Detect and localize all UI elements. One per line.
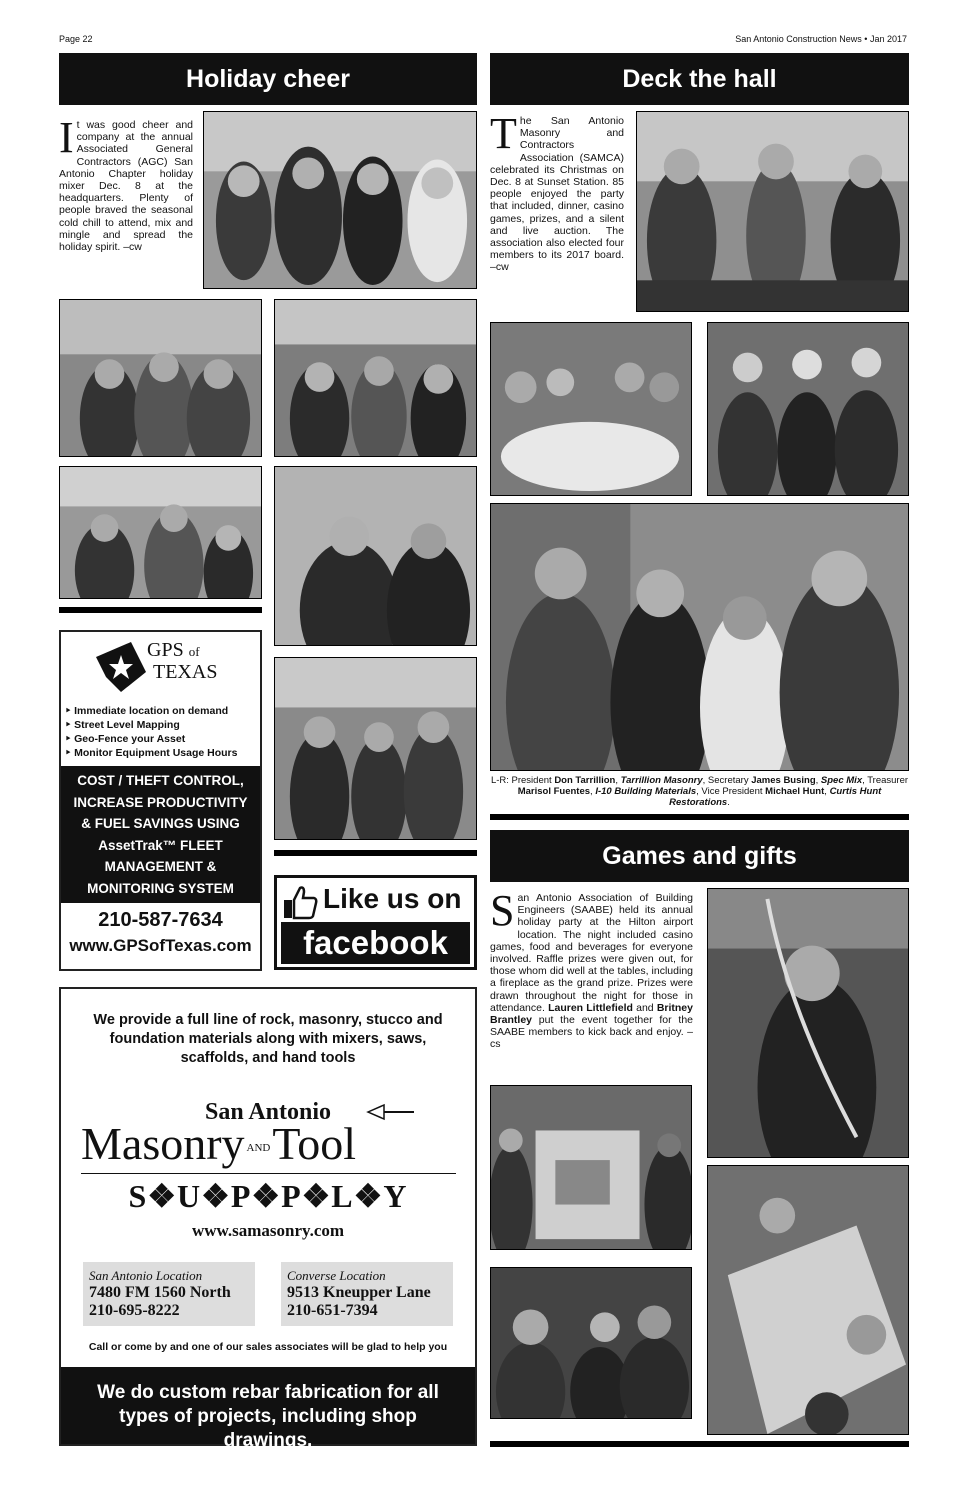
holiday-cheer-title: Holiday cheer [59, 53, 477, 105]
masonry-intro: We provide a full line of rock, masonry, stucco and foundation materials along with mixers, saws, scaffolds, and hand tools [93, 1012, 443, 1066]
gps-logo-line2: TEXAS [153, 661, 218, 683]
games-and-gifts-title: Games and gifts [490, 830, 909, 882]
deck-body: he San Antonio Masonry and Contractors Association (SAMCA) celebrated its Christmas on Dec. 8 at Sunset Station. 85 people enjoyed the party that included, dinner, casino games, prizes, and a silent and live auction. The association also elected four members to its 2017 board. –cw [490, 115, 624, 274]
gps-bullet: ‣ Immediate location on demand [65, 705, 229, 717]
games-photo-group [490, 1267, 692, 1419]
masonry-tool-supply-ad [59, 987, 477, 1451]
gps-phone: 210-587-7634 [98, 909, 223, 931]
location-title: Converse Location [287, 1268, 386, 1283]
trowel-icon [366, 1103, 416, 1121]
holiday-photo-6 [274, 657, 477, 840]
gps-website: www.GPSofTexas.com [69, 936, 252, 955]
gps-promo-line: MONITORING SYSTEM [87, 880, 234, 896]
location-title: San Antonio Location [89, 1268, 203, 1283]
masonry-logo-main: Masonry ANDTool [81, 1119, 456, 1174]
location-address: 7480 FM 1560 North [89, 1284, 231, 1301]
holiday-photo-group [203, 111, 477, 289]
fb-like-text: Like us on [323, 883, 462, 914]
left-divider-rule [59, 607, 262, 613]
holiday-article-text [59, 113, 193, 254]
games-article-text: San Antonio Association of Building Engineers (SAABE) held its annual holiday party at the Hilton airport location. The night included casino games, food and beverages for everyone involved. Raffle prizes were given out, for those whom did well at the tables, including a fireplace as the grand prize. Prizes were drawn throughout the night for those in attendance. Lauren Littlefield and Britney Brantley put the event together for the SAABE members to kick back and enjoy. –cs [490, 886, 693, 1051]
gps-bullet-list [61, 704, 260, 760]
holiday-photo-2 [59, 299, 262, 457]
gps-bullet: ‣ Monitor Equipment Usage Hours [65, 747, 238, 759]
deck-photo-officers [490, 503, 909, 771]
location-phone: 210-695-8222 [89, 1302, 180, 1319]
bottom-divider-rule [490, 1441, 909, 1447]
location-phone: 210-651-7394 [287, 1302, 378, 1319]
gps-promo-line: AssetTrak™ FLEET [98, 837, 223, 853]
gps-promo-line: COST / THEFT CONTROL, [77, 773, 244, 788]
masonry-rebar-footer: We do custom rebar fabrication for all types of projects, including shop drawings. [61, 1367, 475, 1444]
gps-bullet: ‣ Geo-Fence your Asset [65, 733, 186, 745]
deck-the-hall-title: Deck the hall [490, 53, 909, 105]
facebook-like-ad[interactable] [274, 875, 477, 970]
holiday-photo-4 [59, 466, 262, 599]
gps-logo-line1: GPS of [147, 639, 200, 661]
masonry-logo-supply: S❖U❖P❖P❖L❖Y [128, 1178, 408, 1214]
holiday-photo-3 [274, 299, 477, 457]
mid-divider-rule [274, 850, 477, 856]
gps-promo-line: & FUEL SAVINGS USING [81, 816, 240, 831]
masonry-website: www.samasonry.com [191, 1221, 345, 1240]
gps-of-texas-ad [59, 630, 262, 971]
texas-star-icon [91, 637, 151, 697]
holiday-body: t was good cheer and company at the annual Associated General Contractors (AGC) San Antonio Chapter holiday mixer Dec. 8 at the headquarters. Plenty of people braved the seasonal cold chill to attend, mix and mingle and spread the holiday spirit. –cw [59, 119, 193, 254]
deck-photo-casino [636, 111, 909, 312]
deck-dropcap: T [490, 109, 517, 158]
masonry-logo-top: San Antonio [204, 1099, 332, 1125]
games-photo-fireplace-prize [490, 1085, 692, 1250]
games-photo-raffle [707, 888, 909, 1158]
deck-article-text [490, 109, 624, 274]
masonry-call-line: Call or come by and one of our sales associates will be glad to help you [88, 1341, 448, 1353]
deck-photo-caption: L-R: President Don Tarrillion, Tarrillion Masonry, Secretary James Busing, Spec Mix, Treasurer Marisol Fuentes, I-10 Building Materials, Vice President Michael Hunt, Curtis Hunt Restorations. [490, 775, 909, 808]
fb-logo-text: facebook [281, 922, 470, 964]
publication-info: San Antonio Construction News • Jan 2017 [735, 34, 907, 44]
san-antonio-location [83, 1262, 255, 1326]
deck-photo-women [707, 322, 909, 496]
gps-promo-line: MANAGEMENT & [104, 859, 217, 874]
location-address: 9513 Kneupper Lane [287, 1284, 431, 1301]
holiday-dropcap: I [59, 113, 74, 162]
page-number: Page 22 [59, 34, 93, 44]
thumbs-up-icon [282, 884, 318, 920]
gps-bullet: ‣ Street Level Mapping [65, 719, 180, 731]
games-dropcap: S [490, 886, 515, 935]
gps-promo-block [61, 766, 260, 903]
holiday-photo-5 [274, 466, 477, 646]
converse-location [281, 1262, 453, 1326]
games-photo-craps-table [707, 1165, 909, 1435]
gps-promo-line: INCREASE PRODUCTIVITY [73, 794, 248, 810]
deck-photo-table [490, 322, 692, 496]
right-divider-rule [490, 814, 909, 820]
